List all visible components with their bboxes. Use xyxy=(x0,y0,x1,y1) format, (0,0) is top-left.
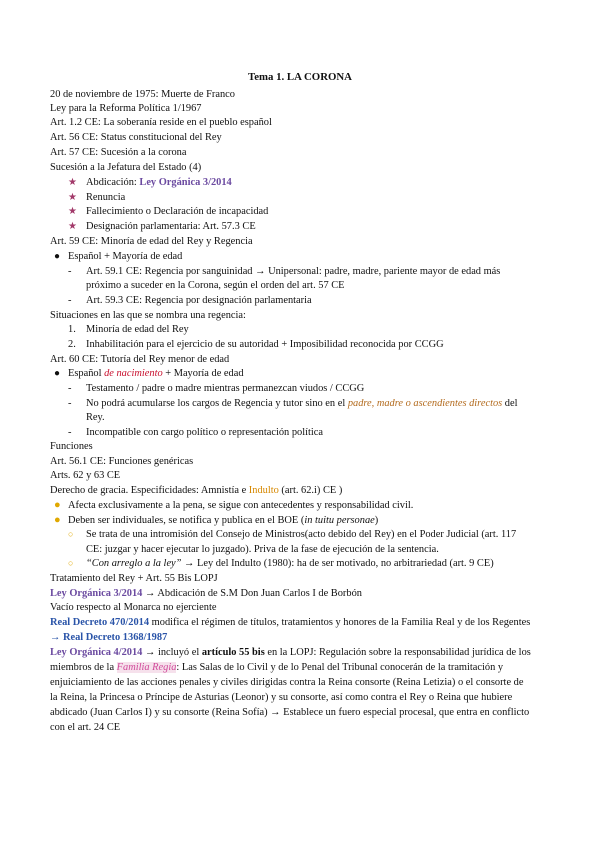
star-bullet-icon: ★ xyxy=(68,206,77,217)
text-line: Funciones xyxy=(50,441,93,452)
list-item: Minoría de edad del Rey xyxy=(86,324,189,335)
text-line: Ley Orgánica 4/2014 → incluyó el artículo 55 bis en la LOPJ: Regulación sobre la responsabilidad jurídica de los xyxy=(50,647,531,658)
list-item: Afecta exclusivamente a la pena, se sigue con antecedentes y responsabilidad civil. xyxy=(68,500,414,511)
list-number: 2. xyxy=(68,339,76,350)
list-item: Art. 59.1 CE: Regencia por sanguinidad → Unipersonal: padre, madre, pariente mayor de edad más xyxy=(86,266,501,277)
list-item-cont: Rey. xyxy=(86,412,105,423)
dash-bullet: - xyxy=(68,266,72,277)
text-line: con el art. 24 CE xyxy=(50,722,121,733)
text-line: Derecho de gracia. Especificidades: Amnistía e Indulto (art. 62.i) CE ) xyxy=(50,485,343,496)
dash-bullet: - xyxy=(68,295,72,306)
dash-bullet: - xyxy=(68,398,72,409)
dot-bullet-icon: ● xyxy=(54,514,61,526)
list-item: No podrá acumularse los cargos de Regencia y tutor sino en el padre, madre o ascendientes directos del xyxy=(86,398,518,409)
list-item: Abdicación: Ley Orgánica 3/2014 xyxy=(86,177,232,188)
dot-bullet-icon: ● xyxy=(54,251,61,262)
text-line: Arts. 62 y 63 CE xyxy=(50,470,121,481)
circle-bullet-icon: ○ xyxy=(68,529,74,539)
text-line: Art. 60 CE: Tutoría del Rey menor de edad xyxy=(50,354,230,365)
text-line: Art. 56.1 CE: Funciones genéricas xyxy=(50,456,194,467)
star-bullet-icon: ★ xyxy=(68,192,77,203)
dot-bullet-icon: ● xyxy=(54,499,61,511)
text-line: Situaciones en las que se nombra una regencia: xyxy=(50,310,246,321)
text-line: Sucesión a la Jefatura del Estado (4) xyxy=(50,162,202,173)
text-line: abdicado (Juan Carlos I) y su consorte (Reina Sofía) → Establece un fuero especial procesal, que entra en conflicto xyxy=(50,707,530,718)
text-line: miembros de la Familia Regia: Las Salas de lo Civil y de lo Penal del Tribunal conocerán de la tramitación y xyxy=(50,662,504,673)
text-line: Ley Orgánica 3/2014 → Abdicación de S.M Don Juan Carlos I de Borbón xyxy=(50,588,362,599)
circle-bullet-icon: ○ xyxy=(68,558,74,568)
list-item: “Con arreglo a la ley” → Ley del Indulto (1980): ha de ser motivado, no arbitrariedad (art. 9 CE) xyxy=(86,558,494,569)
text-line: Ley para la Reforma Política 1/1967 xyxy=(50,103,202,114)
list-item: Designación parlamentaria: Art. 57.3 CE xyxy=(86,221,256,232)
text-line: la Reina, la Princesa o Príncipe de Asturias (Leonor) y su consorte, así como contra el Rey o Reina que hubiere xyxy=(50,692,513,703)
list-item: Español + Mayoría de edad xyxy=(68,251,183,262)
text-line: enjuiciamiento de las acciones penales y civiles dirigidas contra la Reina consorte (Reina Letizia) o el consorte de xyxy=(50,677,524,688)
text-line: Real Decreto 470/2014 modifica el régimen de títulos, tratamientos y honores de la Familia Real y de los Regentes xyxy=(50,617,531,628)
dot-bullet-icon: ● xyxy=(54,368,61,379)
list-item: Renuncia xyxy=(86,192,126,203)
page-title: Tema 1. LA CORONA xyxy=(248,71,352,83)
star-bullet-icon: ★ xyxy=(68,177,77,188)
text-line: 20 de noviembre de 1975: Muerte de Franco xyxy=(50,89,235,100)
dash-bullet: - xyxy=(68,427,72,438)
list-item: Testamento / padre o madre mientras permanezcan viudos / CCGG xyxy=(86,383,365,394)
list-item: Art. 59.3 CE: Regencia por designación parlamentaria xyxy=(86,295,312,306)
text-line: Art. 56 CE: Status constitucional del Rey xyxy=(50,132,222,143)
text-line: Art. 59 CE: Minoría de edad del Rey y Regencia xyxy=(50,236,253,247)
list-item: Deben ser individuales, se notifica y publica en el BOE (in tuitu personae) xyxy=(68,515,379,526)
star-bullet-icon: ★ xyxy=(68,221,77,232)
text-line: Art. 57 CE: Sucesión a la corona xyxy=(50,147,187,158)
text-line: Vacío respecto al Monarca no ejerciente xyxy=(50,602,217,613)
text-line: Art. 1.2 CE: La soberanía reside en el pueblo español xyxy=(50,117,272,128)
list-item-cont: CE: juzgar y hacer ejecutar lo juzgado). Priva de la fase de ejecución de la sentencia. xyxy=(86,544,439,555)
dash-bullet: - xyxy=(68,383,72,394)
text-line: → Real Decreto 1368/1987 xyxy=(50,632,168,643)
list-item-cont: próximo a suceder en la Corona, según el orden del art. 57 CE xyxy=(86,280,345,291)
list-item: Incompatible con cargo político o representación política xyxy=(86,427,323,438)
list-item: Se trata de una intromisión del Consejo de Ministros(acto debido del Rey) en el Poder Judicial (art. 117 xyxy=(86,529,517,540)
list-item: Español de nacimiento + Mayoría de edad xyxy=(68,368,244,379)
list-number: 1. xyxy=(68,324,76,335)
list-item: Inhabilitación para el ejercicio de su autoridad + Imposibilidad reconocida por CCGG xyxy=(86,339,444,350)
text-line: Tratamiento del Rey + Art. 55 Bis LOPJ xyxy=(50,573,218,584)
list-item: Fallecimiento o Declaración de incapacidad xyxy=(86,206,269,217)
